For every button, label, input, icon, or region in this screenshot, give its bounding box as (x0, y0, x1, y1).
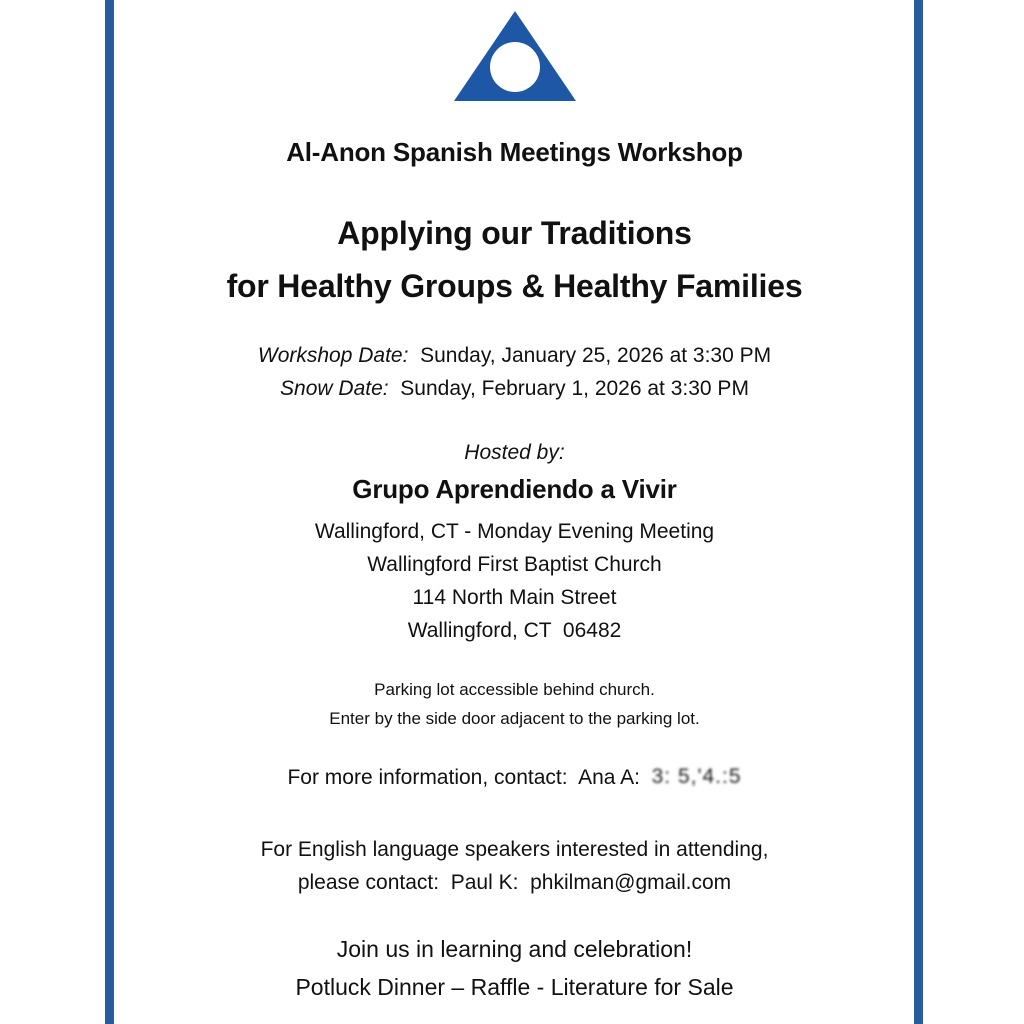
main-title-line2: for Healthy Groups & Healthy Families (226, 268, 803, 304)
left-accent-bar (105, 0, 114, 1024)
address-section (115, 515, 914, 647)
english-contact-section (115, 833, 914, 899)
meeting-line: Wallingford, CT - Monday Evening Meeting (314, 520, 715, 543)
right-accent-bar (914, 0, 923, 1024)
al-anon-triangle-circle-icon (453, 10, 577, 102)
flyer-content (115, 0, 914, 1024)
snow-date-label: Snow Date: (280, 377, 389, 400)
main-title-line1: Applying our Traditions (337, 215, 692, 251)
street-line: 114 North Main Street (412, 586, 617, 609)
workshop-date-label: Workshop Date: (257, 344, 409, 367)
contact-prefix: For more information, contact: Ana A: (287, 766, 652, 789)
venue-line: Wallingford First Baptist Church (367, 553, 662, 576)
dates-section (115, 339, 914, 405)
hosted-by-label: Hosted by: (464, 441, 565, 464)
parking-section (115, 675, 914, 733)
city-state-zip-line: Wallingford, CT 06482 (407, 619, 622, 642)
footer-line2: Potluck Dinner – Raffle - Literature for Sale (295, 974, 734, 1000)
flyer-header-title: Al-Anon Spanish Meetings Workshop (286, 137, 743, 167)
footer-line1: Join us in learning and celebration! (336, 936, 693, 962)
contact-line (115, 766, 914, 790)
footer-section (115, 930, 914, 1006)
workshop-date-value: Sunday, January 25, 2026 at 3:30 PM (408, 344, 772, 367)
english-contact-line2 (115, 866, 914, 899)
english-contact-prefix: please contact: Paul K: (297, 871, 531, 894)
workshop-date-line (115, 339, 914, 372)
parking-line1: Parking lot accessible behind church. (374, 680, 655, 699)
main-title (115, 207, 914, 313)
host-group-name: Grupo Aprendiendo a Vivir (352, 474, 677, 504)
snow-date-value: Sunday, February 1, 2026 at 3:30 PM (388, 377, 749, 400)
parking-line2: Enter by the side door adjacent to the parking lot. (329, 709, 700, 728)
english-contact-line1: For English language speakers interested in attending, (260, 838, 769, 861)
logo-container (115, 10, 914, 107)
email-text: phkilman@gmail.com (530, 871, 732, 894)
redacted-phone: 3: 5,'4.:5 (651, 765, 742, 788)
snow-date-line (115, 372, 914, 405)
logo-circle (490, 42, 540, 92)
